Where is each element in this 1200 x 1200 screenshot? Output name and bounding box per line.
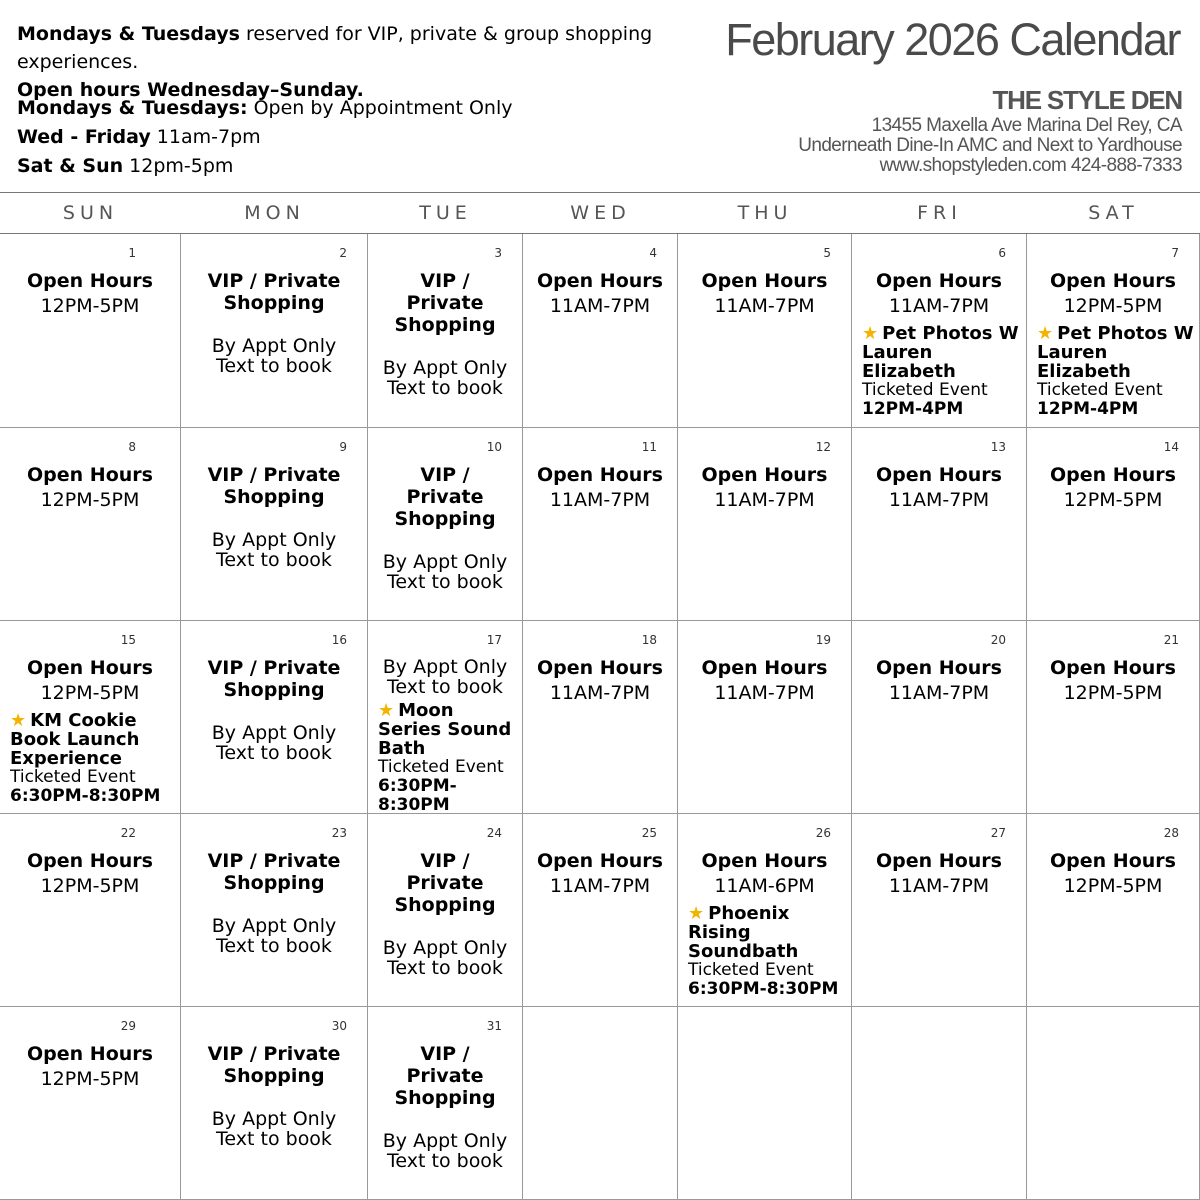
hours-label: Mondays & Tuesdays: — [17, 97, 248, 119]
hours-value: Open by Appointment Only — [247, 97, 513, 119]
day-heading: VIP / Private Shopping — [207, 657, 341, 701]
event-title — [862, 324, 1026, 381]
day-cell — [523, 428, 678, 621]
event-note: Ticketed Event — [10, 767, 136, 787]
appointment-note: By Appt Only — [211, 722, 337, 744]
day-hours: 12PM-5PM — [1063, 489, 1163, 511]
day-cell — [678, 234, 852, 428]
hours-label: Wed - Friday — [17, 126, 151, 148]
day-cell — [0, 1007, 181, 1200]
day-heading: Open Hours — [27, 657, 153, 679]
day-cell — [181, 234, 368, 428]
empty-cell — [523, 1007, 678, 1200]
store-hours — [17, 94, 717, 181]
day-content — [0, 464, 180, 514]
event-note: Ticketed Event — [688, 960, 814, 980]
star-icon: ★ — [862, 323, 879, 344]
appointment-note: Text to book — [387, 1150, 503, 1172]
day-content — [181, 270, 367, 376]
event-title-text: Moon Series Sound Bath — [378, 700, 512, 759]
appointment-note: Text to book — [216, 355, 332, 377]
day-cell — [181, 428, 368, 621]
day-heading: Open Hours — [701, 464, 828, 486]
day-hours: 12PM-5PM — [40, 1068, 140, 1090]
hours-value: 12pm-5pm — [123, 155, 234, 177]
day-heading: Open Hours — [701, 850, 828, 872]
day-heading: Open Hours — [876, 464, 1002, 486]
day-cell — [678, 621, 852, 814]
star-icon: ★ — [1037, 323, 1054, 344]
day-content — [523, 850, 677, 900]
appointment-note: Text to book — [387, 377, 503, 399]
appointment-note: By Appt Only — [211, 915, 337, 937]
day-hours: 11AM-7PM — [888, 295, 990, 317]
address-line-1: 13455 Maxella Ave Marina Del Rey, CA — [871, 115, 1182, 136]
day-heading: Open Hours — [701, 270, 828, 292]
appointment-note: Text to book — [387, 957, 503, 979]
day-heading: Open Hours — [537, 850, 663, 872]
day-hours: 11AM-7PM — [888, 875, 990, 897]
appointment-note: Text to book — [387, 571, 503, 593]
day-number: 17 — [486, 633, 502, 647]
day-content — [1027, 270, 1199, 419]
day-cell — [368, 814, 523, 1007]
day-heading: Open Hours — [1050, 270, 1176, 292]
event-time: 6:30PM-8:30PM — [688, 979, 839, 999]
day-number: 18 — [641, 633, 657, 647]
appointment-note: Text to book — [216, 935, 332, 957]
day-content — [181, 850, 367, 956]
appointment-note: Text to book — [216, 742, 332, 764]
empty-cell — [852, 1007, 1027, 1200]
event-time: 6:30PM-8:30PM — [10, 786, 161, 806]
day-heading: Open Hours — [27, 270, 153, 292]
day-hours: 11AM-7PM — [714, 489, 815, 511]
appointment-note: Text to book — [387, 676, 503, 698]
day-heading: Open Hours — [1050, 657, 1176, 679]
day-heading: Open Hours — [876, 657, 1002, 679]
day-heading: Open Hours — [27, 850, 153, 872]
event-title — [688, 904, 851, 961]
event-note: Ticketed Event — [378, 757, 504, 777]
appointment-note: By Appt Only — [211, 335, 337, 357]
day-content — [181, 464, 367, 570]
day-content — [852, 850, 1026, 900]
empty-cell — [1027, 1007, 1200, 1200]
day-content — [1027, 850, 1199, 900]
day-content — [368, 657, 522, 814]
day-cell — [181, 814, 368, 1007]
day-hours: 12PM-5PM — [1063, 682, 1163, 704]
day-content — [0, 270, 180, 320]
day-number: 20 — [990, 633, 1006, 647]
appointment-note: By Appt Only — [382, 937, 508, 959]
day-number: 15 — [120, 633, 136, 647]
day-cell — [852, 814, 1027, 1007]
day-hours: 11AM-7PM — [714, 295, 815, 317]
day-content — [678, 464, 851, 514]
day-heading: Open Hours — [876, 850, 1002, 872]
event-title-text: KM Cookie Book Launch Experience — [10, 710, 140, 769]
day-cell — [1027, 234, 1200, 428]
day-content — [368, 850, 522, 978]
star-icon: ★ — [688, 903, 705, 924]
day-hours: 12PM-5PM — [40, 875, 140, 897]
day-hours: 11AM-7PM — [888, 489, 990, 511]
weekday-label: WED — [570, 202, 631, 224]
day-content — [368, 270, 522, 398]
day-hours: 11AM-7PM — [549, 295, 651, 317]
event-block — [852, 324, 1026, 419]
day-number: 12 — [815, 440, 831, 454]
event-block — [368, 701, 522, 814]
day-number: 2 — [339, 246, 347, 260]
day-heading: Open Hours — [27, 1043, 153, 1065]
event-title-text: Pet Photos W Lauren Elizabeth — [1037, 323, 1194, 382]
day-number: 1 — [128, 246, 136, 260]
day-content — [1027, 657, 1199, 707]
day-content — [678, 270, 851, 320]
event-note: Ticketed Event — [862, 380, 988, 400]
day-number: 10 — [486, 440, 502, 454]
day-hours: 11AM-7PM — [549, 875, 651, 897]
day-cell — [678, 428, 852, 621]
day-heading: Open Hours — [1050, 850, 1176, 872]
day-content — [678, 657, 851, 707]
day-hours: 12PM-5PM — [1063, 875, 1163, 897]
day-content — [0, 850, 180, 900]
day-cell — [1027, 428, 1200, 621]
event-time: 12PM-4PM — [1037, 399, 1139, 419]
day-number: 19 — [815, 633, 831, 647]
intro-line-1 — [17, 20, 717, 76]
day-hours: 11AM-7PM — [549, 489, 651, 511]
day-number: 24 — [486, 826, 502, 840]
event-title-text: Pet Photos W Lauren Elizabeth — [862, 323, 1019, 382]
hours-value: 11am-7pm — [150, 126, 261, 148]
day-content — [523, 270, 677, 320]
day-number: 11 — [641, 440, 657, 454]
day-heading: VIP / Private Shopping — [394, 464, 496, 530]
day-number: 30 — [331, 1019, 347, 1033]
day-content — [523, 657, 677, 707]
event-block — [1027, 324, 1199, 419]
day-number: 13 — [990, 440, 1006, 454]
event-time: 12PM-4PM — [862, 399, 964, 419]
day-number: 31 — [486, 1019, 502, 1033]
day-content — [0, 657, 180, 806]
event-block — [678, 904, 851, 999]
day-heading: VIP / Private Shopping — [394, 850, 496, 916]
day-heading: VIP / Private Shopping — [394, 270, 496, 336]
day-cell — [0, 621, 181, 814]
intro-line-2-bold: Open hours Wednesday–Sunday. — [17, 79, 364, 101]
day-cell — [368, 621, 523, 814]
day-content — [852, 657, 1026, 707]
day-content — [181, 657, 367, 763]
day-cell — [1027, 621, 1200, 814]
weekday-label: THU — [737, 202, 793, 224]
day-number: 16 — [331, 633, 347, 647]
weekday-label: MON — [244, 202, 305, 224]
day-hours: 12PM-5PM — [1063, 295, 1163, 317]
event-title — [378, 701, 522, 758]
day-number: 27 — [990, 826, 1006, 840]
day-heading: VIP / Private Shopping — [207, 270, 341, 314]
day-content — [0, 1043, 180, 1093]
hours-label: Sat & Sun — [17, 155, 124, 177]
store-brand: THE STYLE DEN — [992, 85, 1182, 115]
day-hours: 12PM-5PM — [40, 295, 140, 317]
weekday-header — [0, 192, 1200, 234]
hours-row-mon-tue — [17, 94, 717, 123]
day-heading: Open Hours — [27, 464, 153, 486]
day-heading: Open Hours — [537, 657, 663, 679]
day-number: 7 — [1171, 246, 1179, 260]
day-hours: 11AM-6PM — [714, 875, 815, 897]
day-heading: Open Hours — [537, 464, 663, 486]
day-number: 9 — [339, 440, 347, 454]
day-heading: Open Hours — [537, 270, 663, 292]
day-number: 29 — [120, 1019, 136, 1033]
event-title — [10, 711, 180, 768]
appointment-note: By Appt Only — [211, 1108, 337, 1130]
appointment-note: By Appt Only — [382, 357, 508, 379]
day-number: 14 — [1163, 440, 1179, 454]
day-cell — [1027, 814, 1200, 1007]
day-number: 26 — [815, 826, 831, 840]
day-content — [678, 850, 851, 999]
day-cell — [368, 428, 523, 621]
day-content — [368, 464, 522, 592]
day-heading: Open Hours — [1050, 464, 1176, 486]
day-hours: 11AM-7PM — [714, 682, 815, 704]
appointment-note: By Appt Only — [382, 656, 508, 678]
day-cell — [0, 428, 181, 621]
calendar-title: February 2026 Calendar — [725, 14, 1180, 65]
day-cell — [852, 234, 1027, 428]
day-number: 8 — [128, 440, 136, 454]
day-heading: Open Hours — [701, 657, 828, 679]
day-content — [1027, 464, 1199, 514]
calendar-header — [0, 0, 1200, 192]
day-number: 23 — [331, 826, 347, 840]
event-note: Ticketed Event — [1037, 380, 1163, 400]
day-cell — [852, 428, 1027, 621]
star-icon: ★ — [10, 710, 27, 731]
day-content — [523, 464, 677, 514]
appointment-note: By Appt Only — [382, 1130, 508, 1152]
weekday-label: TUE — [419, 202, 472, 224]
day-cell — [368, 234, 523, 428]
event-time: 6:30PM-8:30PM — [378, 776, 457, 814]
event-title — [1037, 324, 1199, 381]
intro-text — [17, 20, 717, 104]
day-content — [852, 270, 1026, 419]
day-number: 28 — [1163, 826, 1179, 840]
day-hours: 11AM-7PM — [549, 682, 651, 704]
weekday-label: FRI — [917, 202, 962, 224]
event-block — [0, 711, 180, 806]
day-number: 4 — [649, 246, 657, 260]
day-cell — [523, 814, 678, 1007]
appointment-note: Text to book — [216, 1128, 332, 1150]
calendar-grid — [0, 234, 1200, 1200]
intro-line-1-rest: reserved for VIP, private & group shopping experiences. — [17, 23, 653, 73]
day-content — [181, 1043, 367, 1149]
day-heading: Open Hours — [876, 270, 1002, 292]
day-cell — [0, 814, 181, 1007]
hours-row-sat-sun — [17, 152, 717, 181]
day-cell — [181, 621, 368, 814]
store-address — [798, 116, 1182, 176]
address-line-2: Underneath Dine-In AMC and Next to Yardhouse — [798, 135, 1182, 156]
day-cell — [852, 621, 1027, 814]
day-heading: VIP / Private Shopping — [207, 1043, 341, 1087]
day-cell — [678, 814, 852, 1007]
day-number: 3 — [494, 246, 502, 260]
appointment-note: By Appt Only — [382, 551, 508, 573]
day-number: 21 — [1163, 633, 1179, 647]
day-cell — [523, 234, 678, 428]
intro-line-1-bold: Mondays & Tuesdays — [17, 23, 240, 45]
star-icon: ★ — [378, 700, 395, 721]
weekday-label: SAT — [1088, 202, 1139, 224]
day-content — [368, 1043, 522, 1171]
day-hours: 12PM-5PM — [40, 682, 140, 704]
day-cell — [181, 1007, 368, 1200]
day-number: 25 — [641, 826, 657, 840]
day-hours: 12PM-5PM — [40, 489, 140, 511]
day-cell — [368, 1007, 523, 1200]
day-heading: VIP / Private Shopping — [207, 464, 341, 508]
empty-cell — [678, 1007, 852, 1200]
address-line-3: www.shopstyleden.com 424-888-7333 — [879, 155, 1182, 176]
event-title-text: Phoenix Rising Soundbath — [688, 903, 799, 962]
day-hours: 11AM-7PM — [888, 682, 990, 704]
hours-row-wed-fri — [17, 123, 717, 152]
weekday-label: SUN — [62, 202, 119, 224]
day-heading: VIP / Private Shopping — [394, 1043, 496, 1109]
day-number: 22 — [120, 826, 136, 840]
day-cell — [523, 621, 678, 814]
day-number: 5 — [823, 246, 831, 260]
day-heading: VIP / Private Shopping — [207, 850, 341, 894]
appointment-note: Text to book — [216, 549, 332, 571]
day-cell — [0, 234, 181, 428]
appointment-note: By Appt Only — [211, 529, 337, 551]
day-content — [852, 464, 1026, 514]
day-number: 6 — [998, 246, 1006, 260]
